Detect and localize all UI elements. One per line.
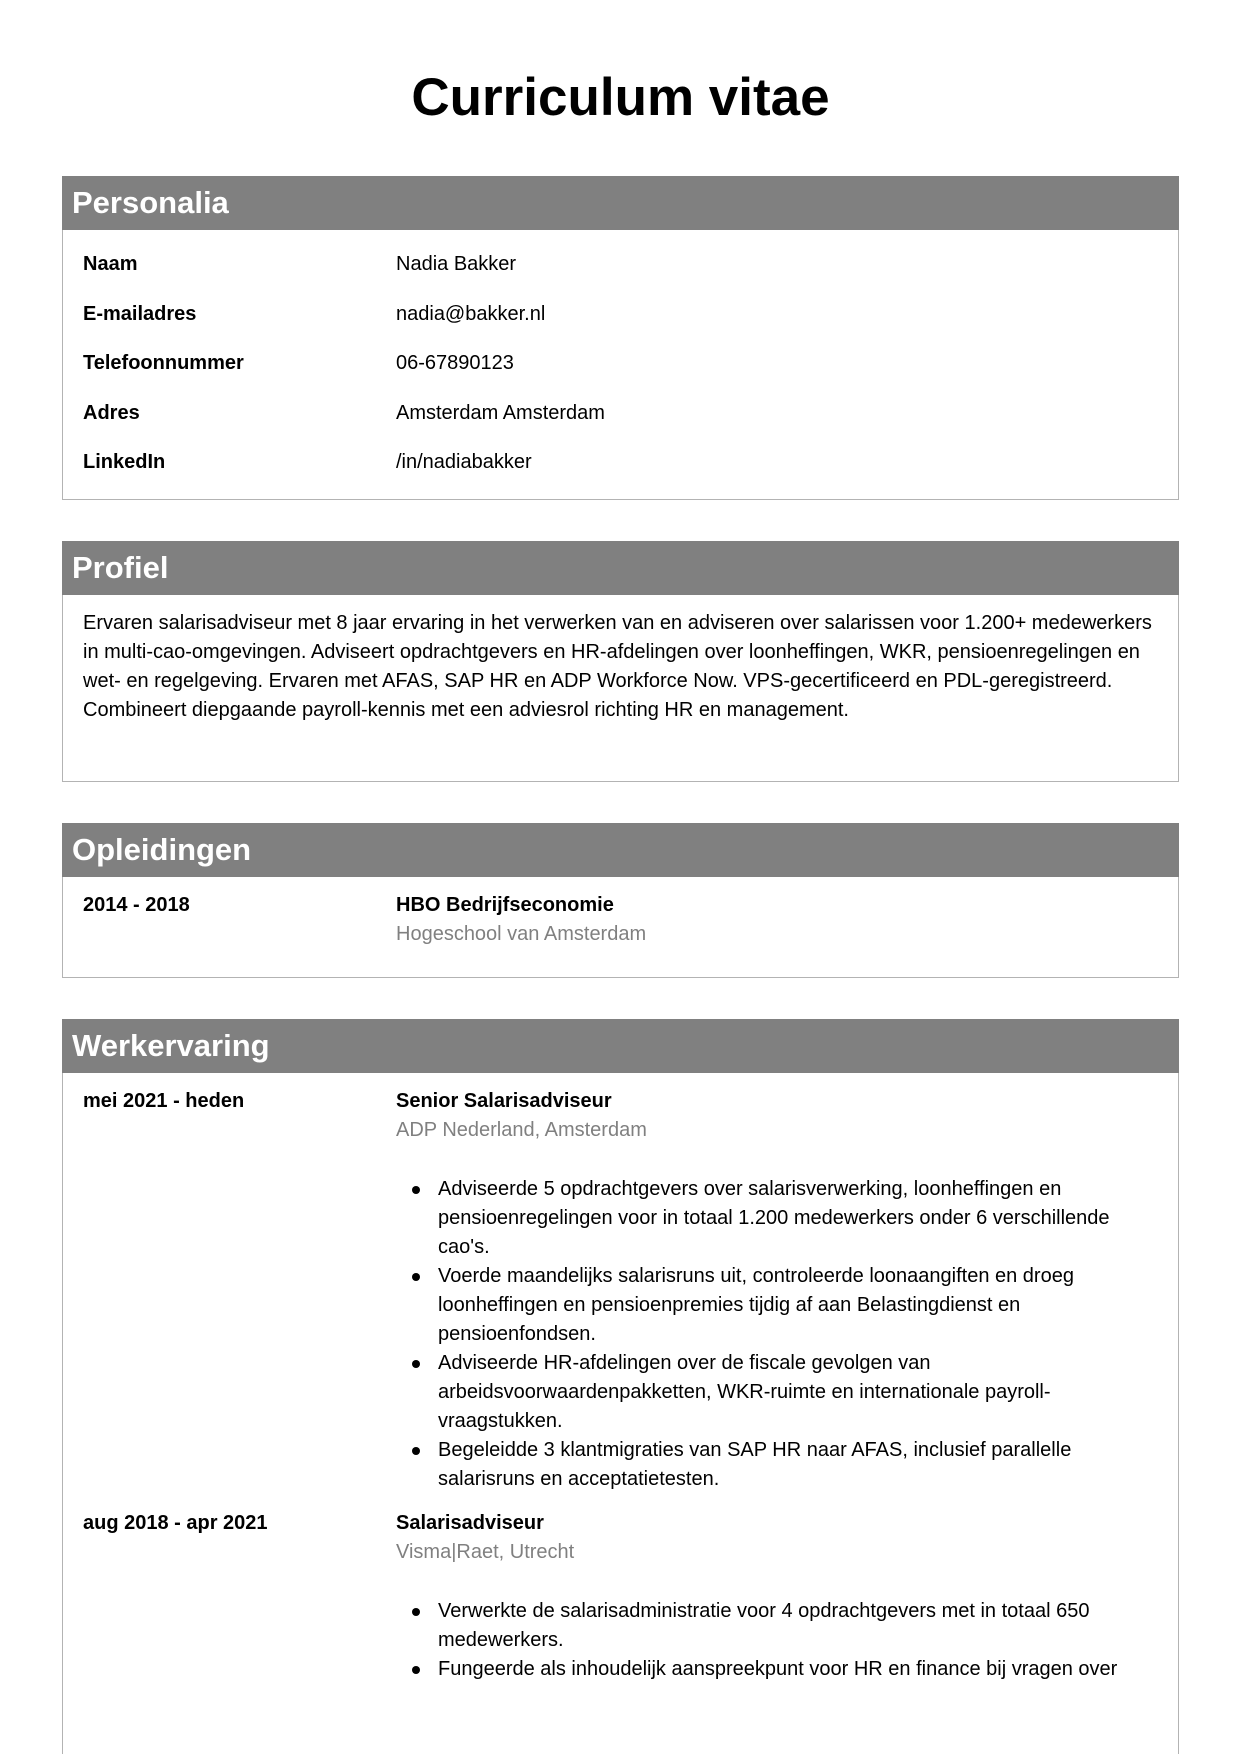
section-werkervaring [62,1019,1179,1754]
work-period: mei 2021 - heden [83,1090,245,1112]
education-title: HBO Bedrijfseconomie [396,894,614,916]
section-profiel [62,541,1179,782]
work-bullet: Begeleidde 3 klantmigraties van SAP HR naar AFAS, inclusief parallelle salarisruns en acceptatietesten. [396,1436,1158,1494]
work-bullet: Verwerkte de salarisadministratie voor 4 opdrachtgevers met in totaal 650 medewerkers. [396,1597,1158,1655]
personalia-row-telefoon [83,349,1158,399]
personalia-row-linkedin [83,448,1158,498]
work-company: ADP Nederland, Amsterdam [396,1119,647,1141]
personalia-row-adres [83,399,1158,449]
section-heading-opleidingen: Opleidingen [62,823,1179,877]
section-heading-personalia: Personalia [62,176,1179,230]
work-period: aug 2018 - apr 2021 [83,1512,268,1534]
section-heading-profiel: Profiel [62,541,1179,595]
education-institution: Hogeschool van Amsterdam [396,923,647,945]
work-title: Senior Salarisadviseur [396,1090,612,1112]
section-personalia [62,176,1179,500]
werkervaring-body [63,1073,1178,1684]
personalia-body [63,230,1178,498]
personalia-row-email [83,300,1158,350]
personalia-value: Amsterdam Amsterdam [396,401,605,424]
education-entry [83,891,1158,949]
section-opleidingen [62,823,1179,978]
work-entry [83,1509,1158,1684]
personalia-value: Nadia Bakker [396,253,517,275]
personalia-value: /in/nadiabakker [396,451,532,473]
education-period: 2014 - 2018 [83,894,190,916]
personalia-value: nadia@bakker.nl [396,302,546,325]
work-bullet: Adviseerde 5 opdrachtgevers over salarisverwerking, loonheffingen en pensioenregelingen voor in totaal 1.200 medewerkers onder 6 verschillende cao's. [396,1175,1158,1262]
work-bullet: Fungeerde als inhoudelijk aanspreekpunt voor HR en finance bij vragen over [396,1655,1158,1684]
opleidingen-body [63,877,1178,949]
personalia-value: 06-67890123 [396,352,514,374]
work-bullet-list [396,1597,1158,1684]
section-heading-werkervaring: Werkervaring [62,1019,1179,1073]
work-bullet: Adviseerde HR-afdelingen over de fiscale gevolgen van arbeidsvoorwaardenpakketten, WKR-ruimte en internationale payroll-vraagstukken. [396,1349,1158,1436]
work-title: Salarisadviseur [396,1512,544,1534]
personalia-label: Telefoonnummer [83,352,244,374]
profiel-body [63,595,1178,725]
work-details [396,1087,1158,1494]
personalia-label: E-mailadres [83,302,197,325]
work-details [396,1509,1158,1684]
personalia-label: LinkedIn [83,451,166,473]
work-entry [83,1087,1158,1494]
personalia-label: Adres [83,401,140,424]
personalia-row-naam [83,250,1158,300]
profile-text: Ervaren salarisadviseur met 8 jaar ervaring in het verwerken van en adviseren over salarissen voor 1.200+ medewerkers in multi-cao-omgevingen. Adviseert opdrachtgevers en HR-afdelingen over loonheffingen, WKR, pensioenregelingen en wet- en regelgeving. Ervaren met AFAS, SAP HR en ADP Workforce Now. VPS-gecertificeerd en PDL-geregistreerd. Combineert diepgaande payroll-kennis met een adviesrol richting HR en management. [83,612,1152,721]
work-bullet-list [396,1175,1158,1494]
work-company: Visma|Raet, Utrecht [396,1541,575,1563]
personalia-label: Naam [83,253,138,275]
education-details [396,891,1158,949]
document-title: Curriculum vitae [411,68,830,127]
work-bullet: Voerde maandelijks salarisruns uit, controleerde loonaangiften en droeg loonheffingen en pensioenpremies tijdig af aan Belastingdienst en pensioenfondsen. [396,1262,1158,1349]
